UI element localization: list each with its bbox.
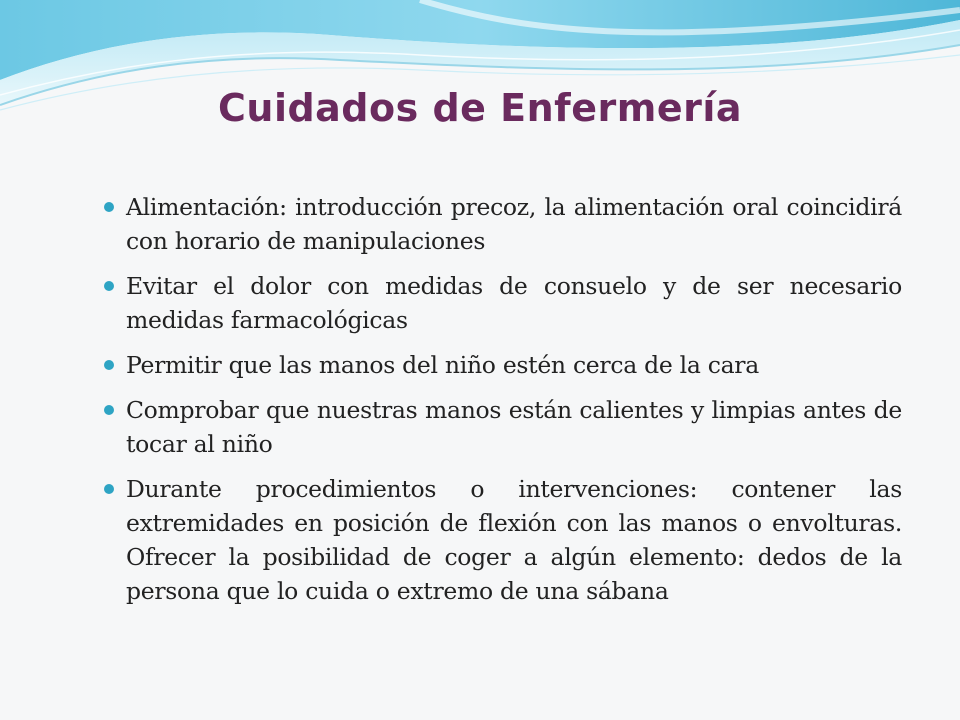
- bullet-dot-icon: [104, 202, 114, 212]
- slide-title: Cuidados de Enfermería: [218, 86, 742, 130]
- bullet-text: Evitar el dolor con medidas de consuelo y de ser necesario medidas farmacológicas: [126, 272, 902, 334]
- bullet-dot-icon: [104, 405, 114, 415]
- bullet-dot-icon: [104, 484, 114, 494]
- bullet-text: Comprobar que nuestras manos están calientes y limpias antes de tocar al niño: [126, 396, 902, 458]
- bullet-dot-icon: [104, 360, 114, 370]
- bullet-text: Durante procedimientos o intervenciones: contener las extremidades en posición de flexión con las manos o envolturas. Ofrecer la posibilidad de coger a algún elemento: dedos de la persona que lo cuida o extremo de una sábana: [126, 475, 902, 605]
- bullet-dot-icon: [104, 281, 114, 291]
- list-item: [104, 393, 902, 461]
- list-item: [104, 269, 902, 337]
- bullet-text: Permitir que las manos del niño estén cerca de la cara: [126, 351, 759, 379]
- list-item: [104, 472, 902, 608]
- bullet-text: Alimentación: introducción precoz, la alimentación oral coincidirá con horario de manipulaciones: [126, 193, 902, 255]
- list-item: [104, 190, 902, 258]
- bullet-list: [104, 190, 902, 619]
- list-item: [104, 348, 902, 382]
